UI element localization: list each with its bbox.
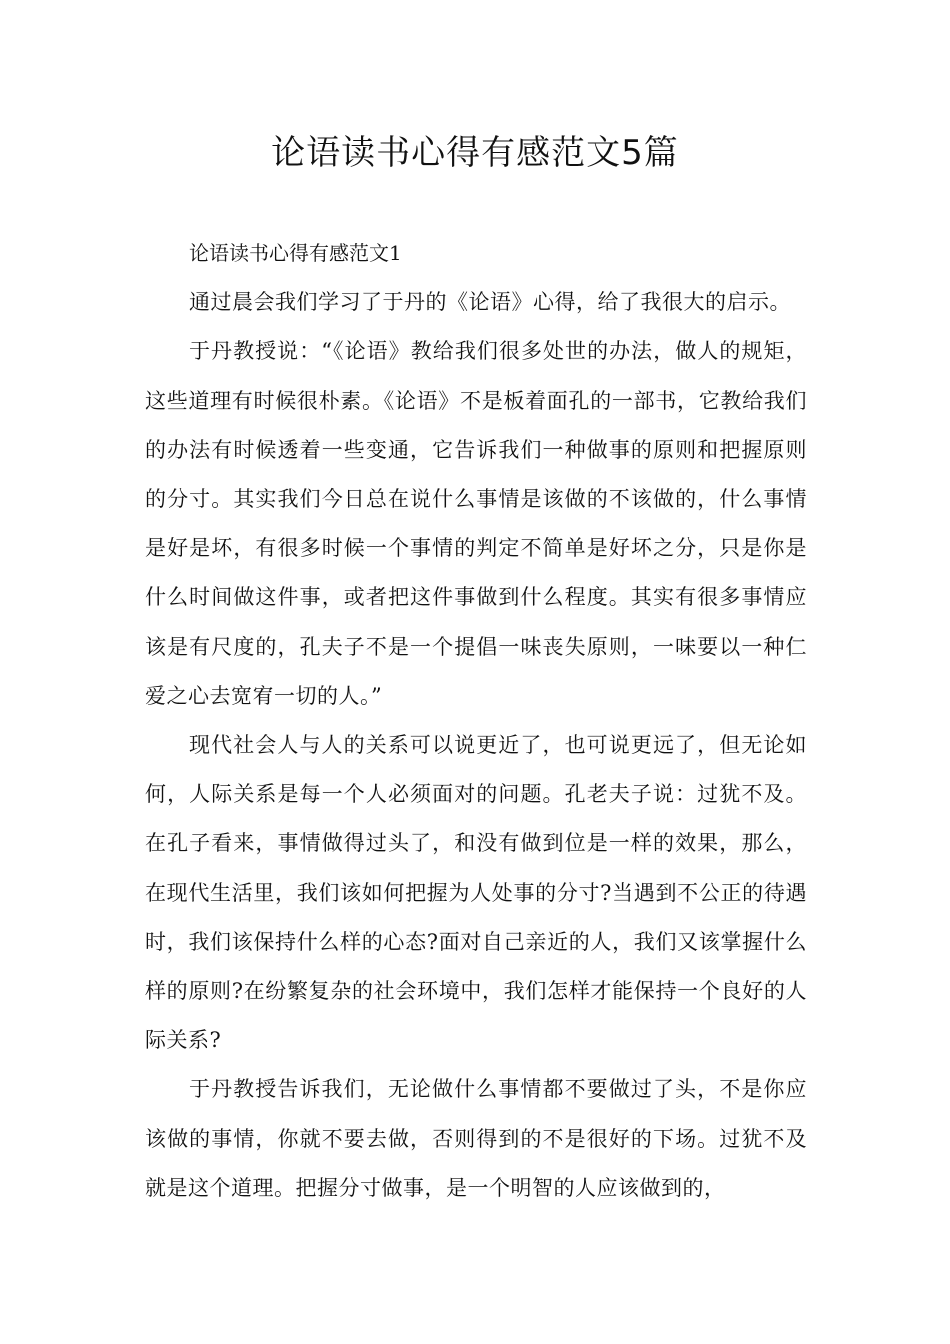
document-body [145,229,807,1213]
paragraph-4: 于丹教授告诉我们，无论做什么事情都不要做过了头，不是你应该做的事情，你就不要去做，否则得到的不是很好的下场。过犹不及就是这个道理。把握分寸做事，是一个明智的人应该做到的， [145,1077,807,1200]
document-title: 论语读书心得有感范文5篇 [271,133,679,173]
paragraph-3: 现代社会人与人的关系可以说更近了，也可说更远了，但无论如何，人际关系是每一个人必须面对的问题。孔老夫子说：过犹不及。在孔子看来，事情做得过头了，和没有做到位是一样的效果，那么，在现代生活里，我们该如何把握为人处事的分寸?当遇到不公正的待遇时，我们该保持什么样的心态?面对自己亲近的人，我们又该掌握什么样的原则?在纷繁复杂的社会环境中，我们怎样才能保持一个良好的人际关系? [145,733,807,1053]
paragraph-1: 通过晨会我们学习了于丹的《论语》心得，给了我很大的启示。 [189,290,791,315]
paragraph-2: 于丹教授说：“《论语》教给我们很多处世的办法，做人的规矩，这些道理有时候很朴素。《论语》不是板着面孔的一部书，它教给我们的办法有时候透着一些变通，它告诉我们一种做事的原则和把握原则的分寸。其实我们今日总在说什么事情是该做的不该做的，什么事情是好是坏，有很多时候一个事情的判定不简单是好坏之分，只是你是什么时间做这件事，或者把这件事做到什么程度。其实有很多事情应该是有尺度的，孔夫子不是一个提倡一味丧失原则，一味要以一种仁爱之心去宽宥一切的人。” [145,339,807,708]
section-heading: 论语读书心得有感范文1 [189,241,402,265]
